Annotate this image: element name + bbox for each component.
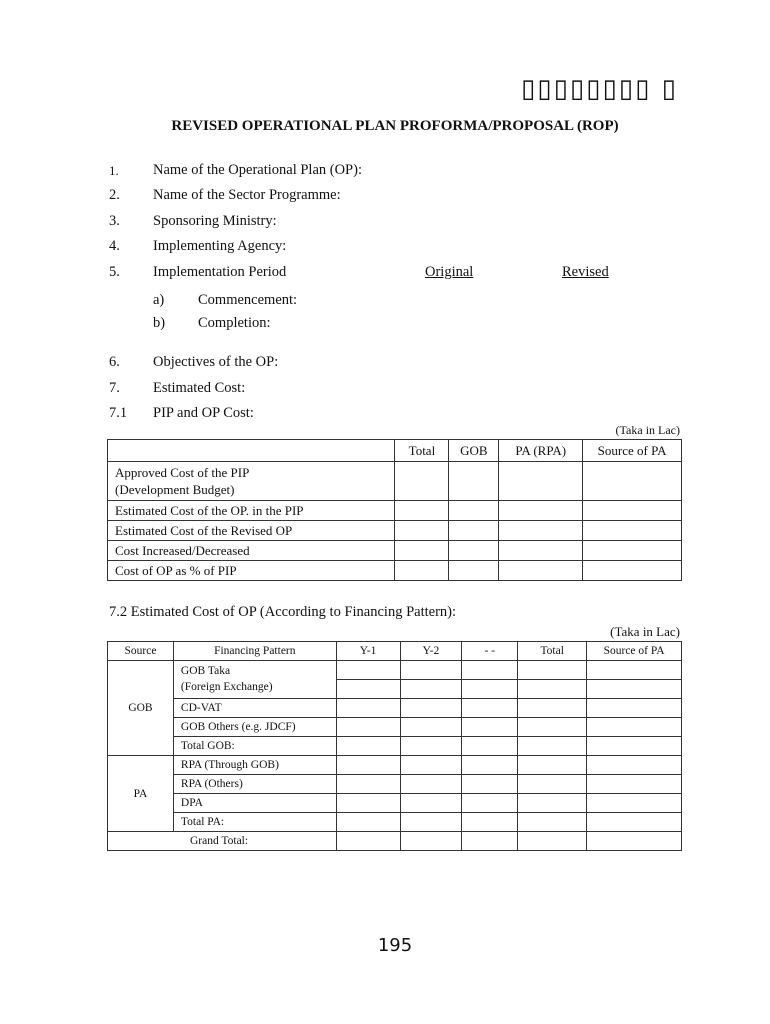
table-row xyxy=(108,521,682,541)
financing-pattern-table xyxy=(107,641,682,851)
table-cell xyxy=(462,680,518,699)
grand-total-row xyxy=(108,832,682,851)
row-label: Cost of OP as % of PIP xyxy=(108,561,395,581)
sub-item-label: a) xyxy=(153,292,165,308)
financing-pattern-line: GOB Taka xyxy=(180,665,231,677)
table-row xyxy=(108,561,682,581)
source-cell: GOB xyxy=(108,661,174,756)
row-label: Estimated Cost of the Revised OP xyxy=(108,521,395,541)
table-cell xyxy=(583,521,682,541)
item-text: Implementing Agency: xyxy=(153,238,287,254)
table-cell xyxy=(449,521,499,541)
table-cell xyxy=(462,737,518,756)
table-row xyxy=(108,737,682,756)
financing-pattern-cell: Total PA: xyxy=(173,813,336,832)
table-cell xyxy=(395,561,449,581)
table-cell xyxy=(518,794,587,813)
table-cell xyxy=(449,501,499,521)
table-cell xyxy=(499,462,583,501)
list-item xyxy=(0,187,770,207)
table-cell xyxy=(449,561,499,581)
table-row xyxy=(108,775,682,794)
table-cell xyxy=(518,832,587,851)
table-cell xyxy=(336,661,400,680)
header-cell: Source xyxy=(108,642,174,661)
item-text: Name of the Operational Plan (OP): xyxy=(153,162,362,178)
item-number: 2. xyxy=(109,187,120,203)
financing-pattern-cell: RPA (Others) xyxy=(173,775,336,794)
list-item xyxy=(0,238,770,258)
table-cell xyxy=(400,832,462,851)
grand-total-label: Grand Total: xyxy=(108,832,337,851)
table-cell xyxy=(336,832,400,851)
table-row xyxy=(108,813,682,832)
table-cell xyxy=(395,501,449,521)
table-cell xyxy=(587,737,682,756)
table-cell xyxy=(336,699,400,718)
item-text: Estimated Cost: xyxy=(153,380,246,396)
table-cell xyxy=(462,718,518,737)
table-cell xyxy=(462,661,518,680)
item-text: PIP and OP Cost: xyxy=(153,405,254,421)
item-number: 4. xyxy=(109,238,120,254)
row-label: Estimated Cost of the OP. in the PIP xyxy=(108,501,395,521)
table-cell xyxy=(518,680,587,699)
table-cell xyxy=(336,813,400,832)
source-cell: PA xyxy=(108,756,174,832)
row-label: Cost Increased/Decreased xyxy=(108,541,395,561)
table-cell xyxy=(587,775,682,794)
pip-op-cost-table xyxy=(107,439,682,581)
list-item xyxy=(0,264,770,284)
header-cell: PA (RPA) xyxy=(499,440,583,462)
header-cell: - - xyxy=(462,642,518,661)
sub-item-label: b) xyxy=(153,315,166,331)
item-text: Implementation Period xyxy=(153,264,287,280)
table-cell xyxy=(400,775,462,794)
page-number: 195 xyxy=(377,935,413,956)
table-row xyxy=(108,718,682,737)
table-cell xyxy=(518,775,587,794)
header-cell: Y-2 xyxy=(400,642,462,661)
sub-item xyxy=(0,315,770,335)
item-text: Name of the Sector Programme: xyxy=(153,187,341,203)
item-number: 7. xyxy=(109,380,120,396)
unit-note: (Taka in Lac) xyxy=(610,624,680,639)
table-cell xyxy=(395,462,449,501)
table-cell xyxy=(400,718,462,737)
financing-pattern-cell: GOB Others (e.g. JDCF) xyxy=(173,718,336,737)
table-cell xyxy=(400,680,462,699)
section-heading: 7.2 Estimated Cost of OP (According to Financing Pattern): xyxy=(109,604,457,620)
revised-heading: Revised xyxy=(562,264,609,280)
header-cell: Financing Pattern xyxy=(173,642,336,661)
list-item xyxy=(0,405,770,425)
header-cell xyxy=(108,440,395,462)
table-cell xyxy=(499,541,583,561)
financing-pattern-cell xyxy=(173,661,336,699)
table-cell xyxy=(518,756,587,775)
table-cell xyxy=(336,756,400,775)
list-item xyxy=(0,380,770,400)
financing-pattern-line: (Foreign Exchange) xyxy=(180,681,273,693)
row-label-line: Approved Cost of the PIP xyxy=(115,465,250,480)
table-cell xyxy=(583,561,682,581)
list-item xyxy=(0,162,770,182)
table-cell xyxy=(400,794,462,813)
table-cell xyxy=(587,680,682,699)
table-cell xyxy=(518,813,587,832)
table-cell xyxy=(462,756,518,775)
table-cell xyxy=(518,718,587,737)
item-text: Objectives of the OP: xyxy=(153,354,279,370)
table-cell xyxy=(587,718,682,737)
table-cell xyxy=(587,699,682,718)
table-cell xyxy=(400,756,462,775)
header-cell: Source of PA xyxy=(583,440,682,462)
header-cell: Y-1 xyxy=(336,642,400,661)
item-number: 3. xyxy=(109,213,120,229)
table-header-row xyxy=(108,642,682,661)
list-item xyxy=(0,213,770,233)
table-cell xyxy=(336,737,400,756)
table-cell xyxy=(499,561,583,581)
table-cell xyxy=(518,661,587,680)
table-cell xyxy=(336,718,400,737)
table-cell xyxy=(583,501,682,521)
header-cell: Total xyxy=(395,440,449,462)
item-number: 7.1 xyxy=(109,405,128,421)
financing-pattern-cell: CD-VAT xyxy=(173,699,336,718)
table-cell xyxy=(462,832,518,851)
row-label-line: (Development Budget) xyxy=(115,482,235,497)
table-row xyxy=(108,541,682,561)
table-cell xyxy=(583,541,682,561)
table-cell xyxy=(587,794,682,813)
table-cell xyxy=(499,501,583,521)
table-cell xyxy=(395,541,449,561)
sub-item xyxy=(0,292,770,312)
table-row xyxy=(108,794,682,813)
row-label xyxy=(108,462,395,501)
table-cell xyxy=(336,794,400,813)
table-cell xyxy=(400,661,462,680)
list-item xyxy=(0,354,770,374)
table-cell xyxy=(336,775,400,794)
table-cell xyxy=(518,737,587,756)
financing-pattern-cell: DPA xyxy=(173,794,336,813)
table-cell xyxy=(583,462,682,501)
table-cell xyxy=(449,541,499,561)
header-cell: GOB xyxy=(449,440,499,462)
table-cell xyxy=(449,462,499,501)
sub-item-text: Completion: xyxy=(198,315,271,331)
header-glyph: ▯▯▯▯▯▯▯▯ ▯ xyxy=(520,74,678,104)
item-number: 6. xyxy=(109,354,120,370)
table-row xyxy=(108,661,682,680)
item-number: 5. xyxy=(109,264,120,280)
table-cell xyxy=(462,699,518,718)
table-row xyxy=(108,756,682,775)
financing-pattern-cell: RPA (Through GOB) xyxy=(173,756,336,775)
original-heading: Original xyxy=(425,264,474,280)
table-header-row xyxy=(108,440,682,462)
item-number: 1. xyxy=(109,163,119,178)
header-cell: Source of PA xyxy=(587,642,682,661)
header-cell: Total xyxy=(518,642,587,661)
sub-item-text: Commencement: xyxy=(198,292,298,308)
table-row xyxy=(108,501,682,521)
financing-pattern-cell: Total GOB: xyxy=(173,737,336,756)
page-title: REVISED OPERATIONAL PLAN PROFORMA/PROPOSAL (ROP) xyxy=(171,118,619,134)
table-cell xyxy=(462,794,518,813)
table-cell xyxy=(462,813,518,832)
table-cell xyxy=(462,775,518,794)
table-cell xyxy=(400,699,462,718)
table-cell xyxy=(336,680,400,699)
table-cell xyxy=(395,521,449,541)
table-cell xyxy=(587,661,682,680)
table-cell xyxy=(499,521,583,541)
table-cell xyxy=(400,737,462,756)
item-text: Sponsoring Ministry: xyxy=(153,213,277,229)
table-row xyxy=(108,699,682,718)
table-cell xyxy=(587,756,682,775)
table-cell xyxy=(587,813,682,832)
table-row xyxy=(108,462,682,501)
table-cell xyxy=(400,813,462,832)
table-cell xyxy=(587,832,682,851)
unit-note: (Taka in Lac) xyxy=(615,423,680,437)
table-cell xyxy=(518,699,587,718)
